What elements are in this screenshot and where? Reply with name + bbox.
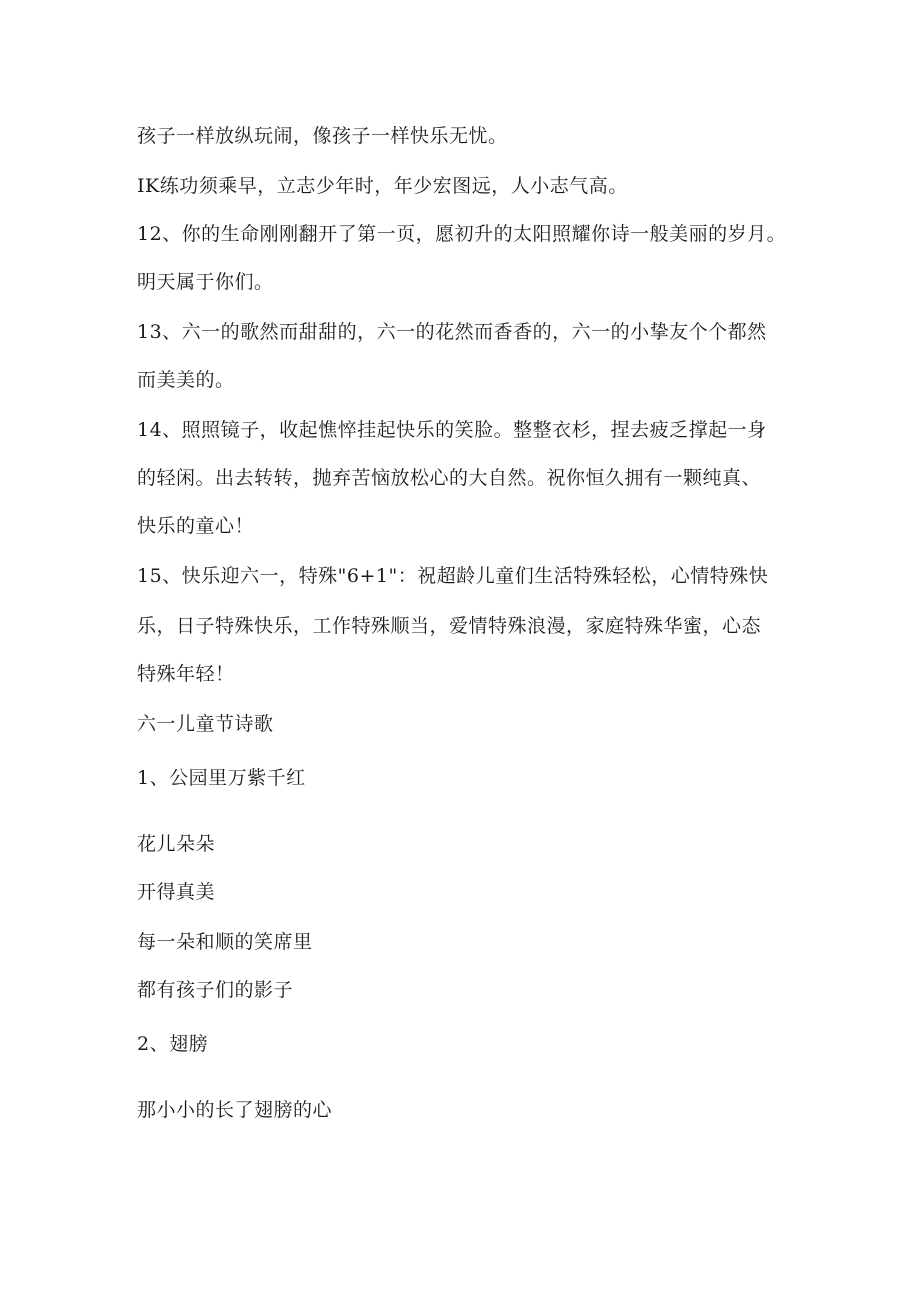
text-line: 13、六一的歌然而甜甜的，六一的花然而香香的，六一的小挚友个个都然: [137, 321, 767, 343]
text-line: 明天属于你们。: [137, 271, 274, 293]
text-line: 快乐的童心！: [137, 515, 255, 537]
poem-line: 花儿朵朵: [137, 833, 216, 855]
text-line: 乐，日子特殊快乐，工作特殊顺当，爱情特殊浪漫，家庭特殊华蜜，心态: [137, 615, 762, 637]
poem-title: 1、公园里万紫千红: [137, 767, 306, 789]
text-line: 14、照照镜子，收起憔悴挂起快乐的笑脸。整整衣杉，捏去疲乏撑起一身: [137, 419, 767, 441]
poem-line: 都有孩子们的影子: [137, 979, 294, 1001]
text-line: 特殊年轻！: [137, 663, 235, 685]
poem-line: 每一朵和顺的笑席里: [137, 931, 313, 953]
section-heading: 六一儿童节诗歌: [137, 713, 274, 735]
text-line: 的轻闲。出去转转，抛弃苦恼放松心的大自然。祝你恒久拥有一颗纯真、: [137, 467, 762, 489]
text-line: IK练功须乘早，立志少年时，年少宏图远，人小志气高。: [137, 175, 628, 197]
text-line: 12、你的生命刚刚翻开了第一页，愿初升的太阳照耀你诗一般美丽的岁月。: [137, 223, 787, 245]
poem-title: 2、翅膀: [137, 1033, 209, 1055]
text-line: 孩子一样放纵玩闹，像孩子一样快乐无忧。: [137, 125, 508, 147]
text-line: 而美美的。: [137, 369, 235, 391]
poem-line: 开得真美: [137, 881, 216, 903]
poem-line: 那小小的长了翅膀的心: [137, 1099, 333, 1121]
text-line: 15、快乐迎六一，特殊"6+1"：祝超龄儿童们生活特殊轻松，心情特殊快: [137, 565, 769, 587]
